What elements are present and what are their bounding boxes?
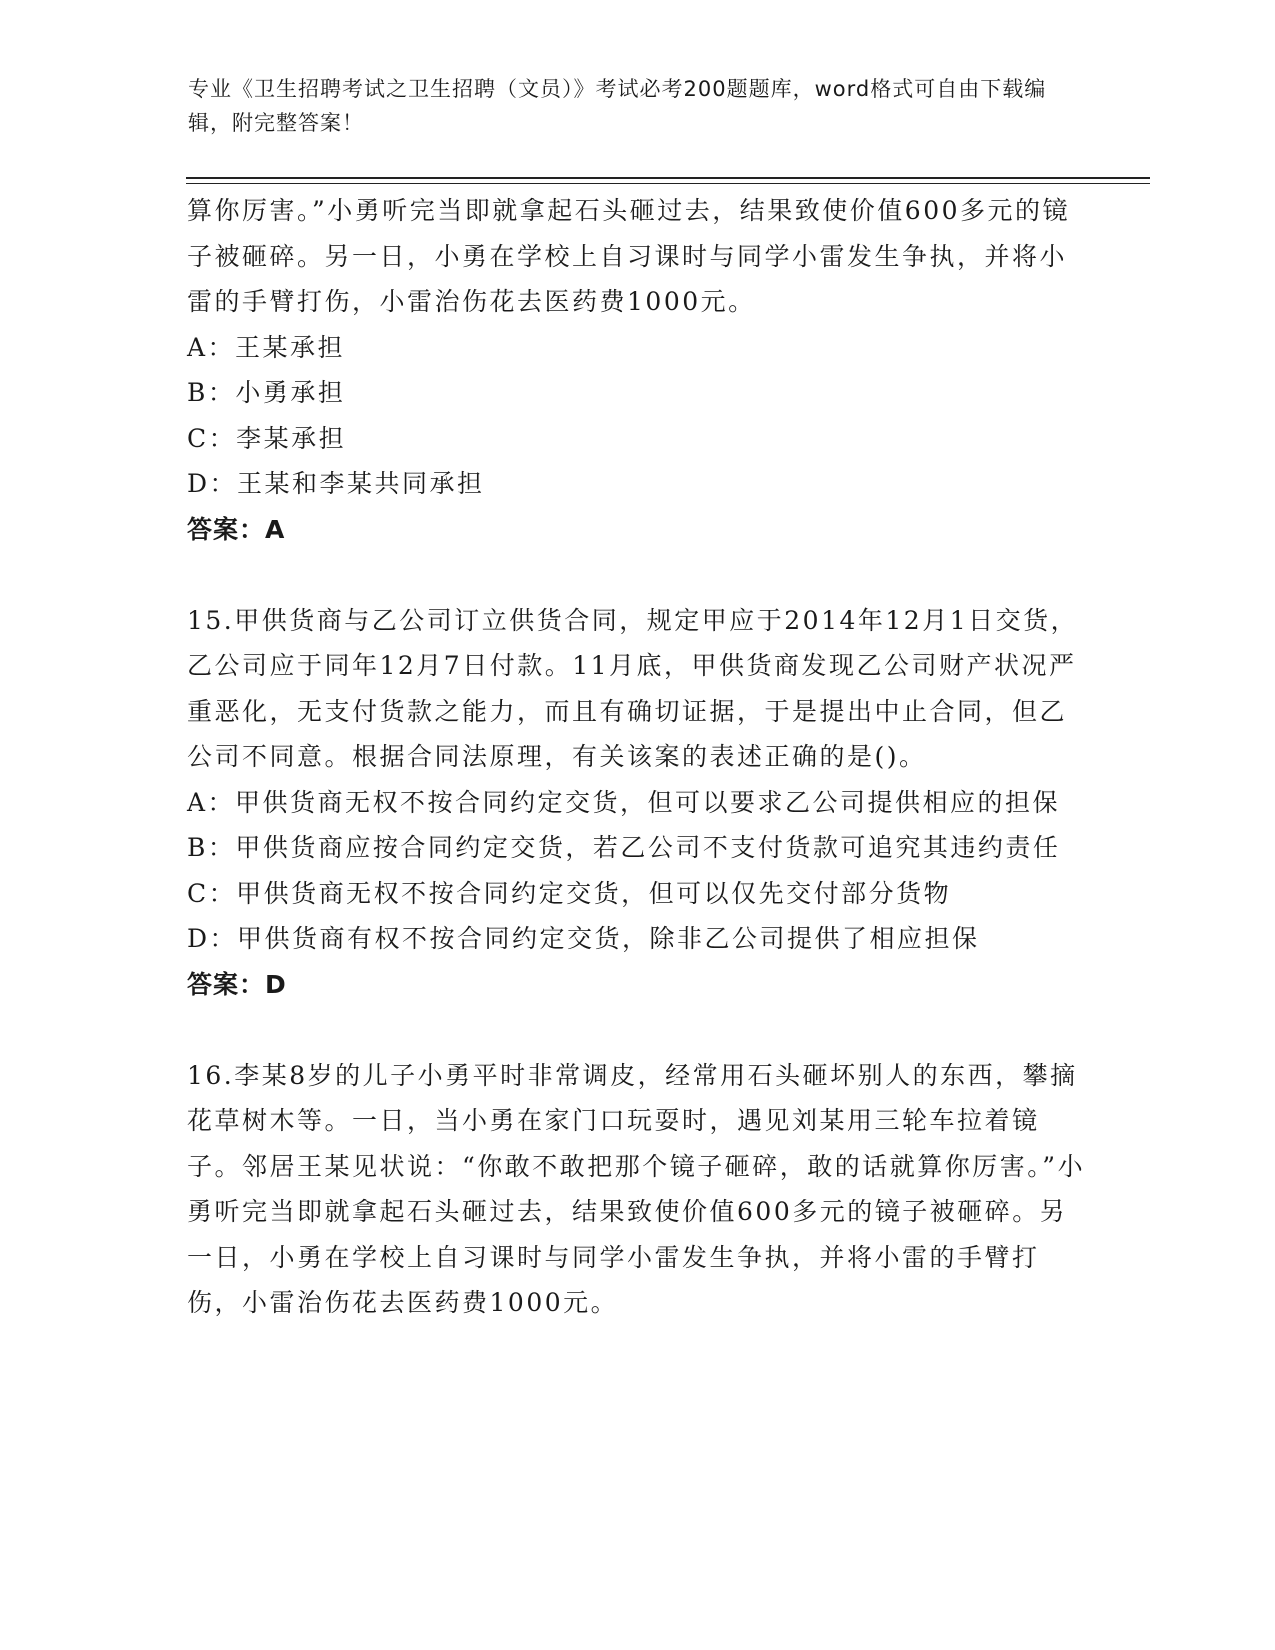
page-content <box>187 188 1087 1326</box>
question-15-option-b: B：甲供货商应按合同约定交货，若乙公司不支付货款可追究其违约责任 <box>187 833 1061 862</box>
option-d: D：王某和李某共同承担 <box>187 469 485 498</box>
option-c: C：李某承担 <box>187 423 347 453</box>
question-stem-continued: 算你厉害。”小勇听完当即就拿起石头砸过去，结果致使价值600多元的镜子被砸碎。另一日，小勇在学校上自习课时与同学小雷发生争执，并将小雷的手臂打伤，小雷治伤花去医药费1000元。 <box>187 196 1071 316</box>
option-a: A：王某承担 <box>187 332 346 362</box>
page-header: 专业《卫生招聘考试之卫生招聘（文员）》考试必考200题题库，word格式可自由下载编辑，附完整答案！ <box>188 77 1047 135</box>
header-rule-thick <box>186 177 1150 179</box>
header-rule-thin <box>186 183 1150 184</box>
answer-line: 答案：A <box>187 514 286 544</box>
question-15-option-d: D：甲供货商有权不按合同约定交货，除非乙公司提供了相应担保 <box>187 924 980 953</box>
question-15-stem: 15.甲供货商与乙公司订立供货合同，规定甲应于2014年12月1日交货，乙公司应于同年12月7日付款。11月底，甲供货商发现乙公司财产状况严重恶化，无支付货款之能力，而且有确切证据，于是提出中止合同，但乙公司不同意。根据合同法原理，有关该案的表述正确的是()。 <box>187 605 1079 771</box>
question-15-answer: 答案：D <box>187 969 287 999</box>
question-15-option-c: C：甲供货商无权不按合同约定交货，但可以仅先交付部分货物 <box>187 878 952 908</box>
spacer <box>187 552 1087 598</box>
question-16-stem: 16.李某8岁的儿子小勇平时非常调皮，经常用石头砸坏别人的东西，攀摘花草树木等。一日，当小勇在家门口玩耍时，遇见刘某用三轮车拉着镜子。邻居王某见状说：“你敢不敢把那个镜子砸碎，敢的话就算你厉害。”小勇听完当即就拿起石头砸过去，结果致使价值600多元的镜子被砸碎。另一日，小勇在学校上自习课时与同学小雷发生争执，并将小雷的手臂打伤，小雷治伤花去医药费1000元。 <box>187 1060 1086 1317</box>
spacer <box>187 1007 1087 1053</box>
option-b: B：小勇承担 <box>187 378 346 407</box>
question-15-option-a: A：甲供货商无权不按合同约定交货，但可以要求乙公司提供相应的担保 <box>187 787 1061 817</box>
